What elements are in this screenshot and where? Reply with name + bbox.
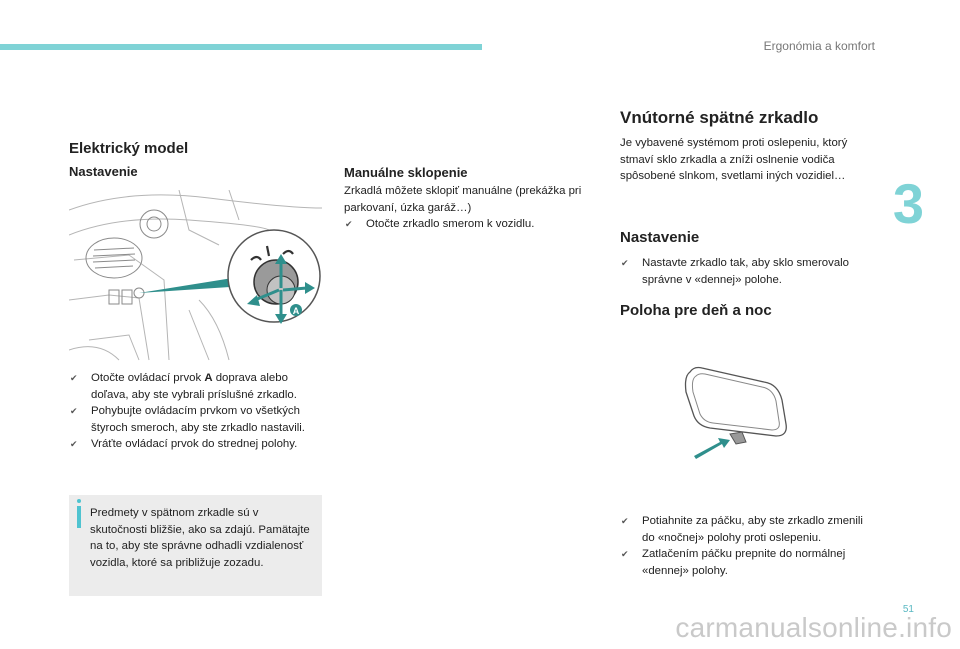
section-title: Ergonómia a komfort [763,39,875,53]
left-bullet: ✔ Vráťte ovládací prvok do strednej polohy. [69,436,324,453]
rear-view-mirror-illustration [680,364,795,460]
setting-bullet: ✔ Nastavte zrkadlo tak, aby sklo smerovalo správne v «dennej» polohe. [620,255,870,288]
setting-title: Nastavenie [620,229,700,246]
note-text: Predmety v spätnom zrkadle sú v skutočnosti bližšie, ako sa zdajú. Pamätajte na to, aby ste správne odhadli vzdialenosť vozidla, ktoré sa približuje zozadu. [90,507,310,569]
daynight-title: Poloha pre deň a noc [620,302,772,319]
left-subtitle: Nastavenie [69,164,138,179]
daynight-bullet: ✔ Potiahnite za páčku, aby ste zrkadlo zmenili do «nočnej» polohy proti oslepeniu. [620,513,875,546]
figure-label-a: A [292,306,300,316]
middle-title: Manuálne sklopenie [344,165,468,180]
info-note [69,495,322,596]
header-accent-bar [0,44,482,50]
left-bullet: ✔ Otočte ovládací prvok A doprava alebo doľava, aby ste vybrali príslušné zrkadlo. [69,370,324,403]
mirror-control-illustration [69,190,322,362]
daynight-bullet: ✔ Zatlačením páčku prepnite do normálnej «dennej» polohy. [620,546,875,579]
right-intro: Je vybavené systémom proti oslepeniu, ktorý stmaví sklo zrkadla a zníži oslnenie vodiča spôsobené slnkom, svetlami iných vozidiel… [620,137,848,182]
info-icon [77,506,81,528]
watermark: carmanualsonline.info [675,612,952,643]
chapter-number: 3 [892,172,924,235]
left-bullet: ✔ Pohybujte ovládacím prvkom vo všetkých štyroch smeroch, aby ste zrkadlo nastavili. [69,403,324,436]
page-number: 51 [902,604,914,615]
middle-text: Zrkadlá môžete sklopiť manuálne (prekážka pri parkovaní, úzka garáž…) [344,185,582,214]
middle-bullet: ✔ Otočte zrkadlo smerom k vozidlu. [344,216,599,233]
left-title: Elektrický model [69,140,189,157]
right-title: Vnútorné spätné zrkadlo [620,108,819,127]
